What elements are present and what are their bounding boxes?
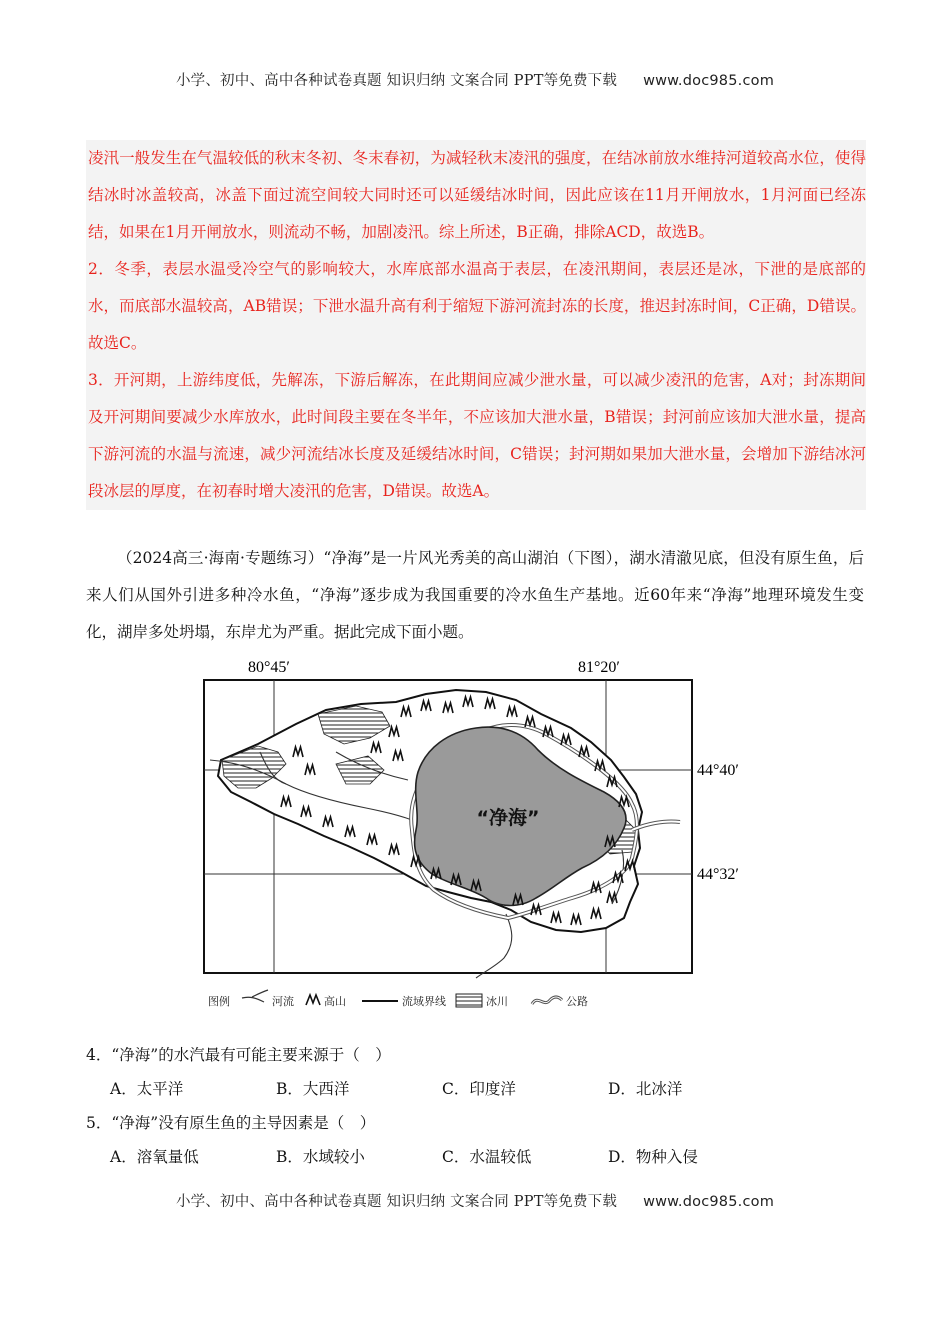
option-c[interactable]: C．水温较低 — [442, 1148, 532, 1166]
lake-map — [186, 652, 739, 1022]
longitude-label-left: 80°45′ — [248, 659, 290, 676]
footer-site-link[interactable]: www.doc985.com — [643, 1194, 775, 1210]
lake-map-figure — [186, 652, 739, 1022]
legend-boundary: 流域界线 — [402, 995, 446, 1008]
question-5-stem: 5．“净海”没有原生鱼的主导因素是（ ） — [86, 1114, 376, 1132]
answer-paragraph-3: 3．开河期，上游纬度低，先解冻，下游后解冻，在此期间应减少泄水量，可以减少凌汛的危害，A对；封冻期间及开河期间要减少水库放水，此时间段主要在冬半年，不应该加大泄水量，B错误；封河前应该加大泄水量，提高下游河流的水温与流速，减少河流结冰长度及延缓结冰时间，C错误；封河期如果加大泄水量，会增加下游结冰河段冰层的厚度，在初春时增大凌汛的危害，D错误。故选A。 — [88, 371, 866, 500]
header-site-link[interactable]: www.doc985.com — [643, 73, 775, 89]
option-d[interactable]: D．物种入侵 — [608, 1148, 698, 1166]
answer-explanation-block — [86, 140, 866, 510]
option-c[interactable]: C．印度洋 — [442, 1080, 516, 1098]
latitude-label-bottom: 44°32′ — [697, 866, 739, 883]
legend-river: 河流 — [272, 995, 294, 1008]
question-4-stem: 4．“净海”的水汽最有可能主要来源于（ ） — [86, 1046, 391, 1064]
passage-text: （2024高三·海南·专题练习）“净海”是一片风光秀美的高山湖泊（下图），湖水清澈见底，但没有原生鱼，后来人们从国外引进多种冷水鱼，“净海”逐步成为我国重要的冷水鱼生产基地。近60年来“净海”地理环境发生变化，湖岸多处坍塌，东岸尤为严重。据此完成下面小题。 — [86, 549, 864, 641]
map-legend — [208, 990, 588, 1008]
legend-glacier-icon — [456, 994, 482, 1007]
lake-label: “净海” — [476, 807, 540, 829]
option-d[interactable]: D．北冰洋 — [608, 1080, 683, 1098]
legend-title: 图例 — [208, 995, 230, 1008]
option-b[interactable]: B．大西洋 — [276, 1080, 350, 1098]
option-a[interactable]: A．溶氧量低 — [110, 1148, 199, 1166]
legend-river-icon — [242, 990, 268, 1002]
question-passage — [86, 540, 864, 651]
question-5-options — [110, 1140, 864, 1174]
header-text: 小学、初中、高中各种试卷真题 知识归纳 文案合同 PPT等免费下载 — [175, 73, 618, 89]
option-b[interactable]: B．水域较小 — [276, 1148, 365, 1166]
legend-glacier: 冰川 — [486, 995, 508, 1008]
longitude-label-right: 81°20′ — [578, 659, 620, 676]
page-footer — [0, 1190, 950, 1211]
legend-road: 公路 — [566, 995, 588, 1008]
legend-mountain: 高山 — [324, 995, 346, 1008]
page-header — [0, 69, 950, 90]
answer-paragraph-1: 凌汛一般发生在气温较低的秋末冬初、冬末春初，为减轻秋末凌汛的强度，在结冰前放水维持河道较高水位，使得结冰时冰盖较高，冰盖下面过流空间较大同时还可以延缓结冰时间，因此应该在11月开闸放水，1月河面已经冻结，如果在1月开闸放水，则流动不畅，加剧凌汛。综上所述，B正确，排除ACD，故选B。 — [88, 149, 866, 241]
footer-text: 小学、初中、高中各种试卷真题 知识归纳 文案合同 PPT等免费下载 — [175, 1194, 618, 1210]
question-list — [86, 1038, 864, 1174]
option-a[interactable]: A．太平洋 — [110, 1080, 184, 1098]
latitude-label-top: 44°40′ — [697, 762, 739, 779]
legend-mountain-icon — [306, 995, 320, 1005]
answer-paragraph-2: 2．冬季，表层水温受冷空气的影响较大，水库底部水温高于表层，在凌汛期间，表层还是冰，下泄的是底部的水，而底部水温较高，AB错误；下泄水温升高有利于缩短下游河流封冻的长度，推迟封冻时间，C正确，D错误。故选C。 — [88, 260, 866, 352]
question-4-options — [110, 1072, 864, 1106]
